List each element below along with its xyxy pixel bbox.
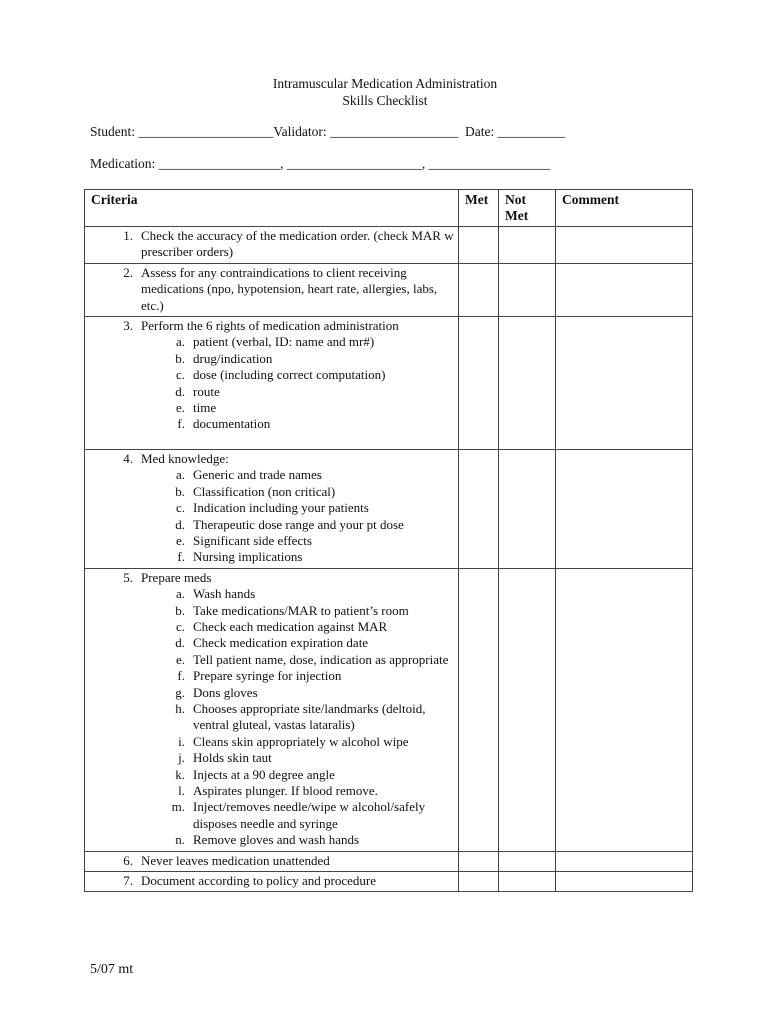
not-met-cell[interactable] xyxy=(499,227,556,264)
footer-date-code: 5/07 mt xyxy=(90,962,134,977)
sub-item xyxy=(89,668,454,684)
sub-item xyxy=(89,750,454,766)
sub-item-text: documentation xyxy=(193,416,271,432)
criteria-cell xyxy=(85,851,459,871)
sub-item xyxy=(89,734,454,750)
met-cell[interactable] xyxy=(459,851,499,871)
criteria-item xyxy=(89,853,454,869)
criteria-item xyxy=(89,265,454,314)
not-met-cell[interactable] xyxy=(499,449,556,568)
not-met-cell[interactable] xyxy=(499,317,556,450)
criteria-item xyxy=(89,228,454,261)
table-header-row xyxy=(85,190,693,227)
table-row xyxy=(85,227,693,264)
item-text: Perform the 6 rights of medication administration xyxy=(141,318,399,334)
sub-item-text: Significant side effects xyxy=(193,532,312,548)
criteria-header: Criteria xyxy=(85,190,459,227)
sub-item-text: Cleans skin appropriately w alcohol wipe xyxy=(193,733,409,749)
item-number: 2. xyxy=(123,264,133,280)
document-subtitle: Skills Checklist xyxy=(342,93,428,108)
student-validator-date-line: Student: ____________________Validator: ___________________ Date: __________ xyxy=(90,124,566,139)
sub-item-letter: b. xyxy=(175,350,185,366)
sub-item-text: Wash hands xyxy=(193,586,256,602)
criteria-cell xyxy=(85,317,459,450)
not-met-cell[interactable] xyxy=(499,568,556,851)
sub-item-letter: c. xyxy=(175,367,185,383)
item-number: 7. xyxy=(123,873,133,889)
sub-item-text: Tell patient name, dose, indication as appropriate xyxy=(193,651,449,667)
sub-item-letter: a. xyxy=(175,467,185,483)
comment-cell[interactable] xyxy=(556,568,693,851)
criteria-item xyxy=(89,873,454,889)
sub-item-letter: m. xyxy=(171,799,185,815)
sub-item-text: Holds skin taut xyxy=(193,750,272,766)
sub-item xyxy=(89,701,454,734)
document-title: Intramuscular Medication Administration xyxy=(272,76,498,91)
item-text: Assess for any contraindications to client receiving medications (npo, hypotension, heart rate, allergies, labs, etc.) xyxy=(141,264,438,313)
sub-item-text: Indication including your patients xyxy=(193,500,369,516)
comment-cell[interactable] xyxy=(556,317,693,450)
table-row xyxy=(85,317,693,450)
sub-item-letter: g. xyxy=(175,684,185,700)
sub-item-letter: a. xyxy=(175,334,185,350)
sub-item-letter: d. xyxy=(175,383,185,399)
item-text: Never leaves medication unattended xyxy=(141,852,330,868)
sub-item-text: drug/indication xyxy=(193,350,273,366)
sub-item-text: Therapeutic dose range and your pt dose xyxy=(193,516,404,532)
sub-item xyxy=(89,416,454,432)
skills-checklist-table xyxy=(84,189,693,892)
sub-item xyxy=(89,384,454,400)
criteria-cell xyxy=(85,568,459,851)
item-text: Document according to policy and procedure xyxy=(141,873,376,889)
sub-item-letter: c. xyxy=(175,500,185,516)
sub-item-letter: f. xyxy=(177,668,185,684)
met-cell[interactable] xyxy=(459,872,499,892)
table-row xyxy=(85,851,693,871)
item-text: Check the accuracy of the medication order. (check MAR w prescriber orders) xyxy=(141,228,454,260)
sub-item-text: Aspirates plunger. If blood remove. xyxy=(193,783,378,798)
table-body xyxy=(85,227,693,892)
comment-cell[interactable] xyxy=(556,851,693,871)
sub-item-letter: b. xyxy=(175,483,185,499)
sub-item-letter: a. xyxy=(175,586,185,602)
comment-cell[interactable] xyxy=(556,227,693,264)
sub-item-letter: d. xyxy=(175,635,185,651)
not-met-header: Not Met xyxy=(499,190,556,227)
sub-item-text: Chooses appropriate site/landmarks (deltoid, ventral gluteal, vastas lataralis) xyxy=(193,700,426,733)
sub-item xyxy=(89,484,454,500)
met-cell[interactable] xyxy=(459,568,499,851)
table-row xyxy=(85,449,693,568)
met-cell[interactable] xyxy=(459,227,499,264)
item-number: 1. xyxy=(123,228,133,243)
criteria-item xyxy=(89,318,454,334)
sub-item xyxy=(89,767,454,783)
sub-item-letter: i. xyxy=(178,733,185,749)
sub-item xyxy=(89,549,454,565)
sub-item-text: time xyxy=(193,400,217,416)
sub-item xyxy=(89,619,454,635)
not-met-cell[interactable] xyxy=(499,872,556,892)
sub-item-letter: k. xyxy=(175,766,185,782)
sub-item-letter: e. xyxy=(175,532,185,548)
table-row xyxy=(85,263,693,316)
not-met-cell[interactable] xyxy=(499,851,556,871)
sub-item-text: Remove gloves and wash hands xyxy=(193,832,360,848)
criteria-cell xyxy=(85,227,459,264)
sub-item xyxy=(89,783,454,799)
sub-item xyxy=(89,334,454,350)
sub-item xyxy=(89,517,454,533)
table-row xyxy=(85,872,693,892)
criteria-item xyxy=(89,570,454,586)
sub-item xyxy=(89,832,454,848)
sub-item xyxy=(89,603,454,619)
sub-item xyxy=(89,500,454,516)
sub-item xyxy=(89,367,454,383)
sub-item-letter: l. xyxy=(178,783,185,798)
comment-cell[interactable] xyxy=(556,263,693,316)
met-cell[interactable] xyxy=(459,449,499,568)
sub-item xyxy=(89,467,454,483)
item-number: 6. xyxy=(123,852,133,868)
item-text: Prepare meds xyxy=(141,569,212,585)
sub-item-text: Generic and trade names xyxy=(193,467,322,483)
sub-item-text: Classification (non critical) xyxy=(193,483,336,499)
comment-cell[interactable] xyxy=(556,449,693,568)
sub-item xyxy=(89,652,454,668)
not-met-cell[interactable] xyxy=(499,263,556,316)
sub-item-letter: j. xyxy=(178,750,185,766)
sub-item xyxy=(89,400,454,416)
medication-line: Medication: __________________, ____________________, __________________ xyxy=(90,156,551,171)
sub-item-text: Dons gloves xyxy=(193,684,258,700)
met-cell[interactable] xyxy=(459,263,499,316)
sub-item-letter: d. xyxy=(175,516,185,532)
sub-item xyxy=(89,799,454,832)
sub-item-text: Prepare syringe for injection xyxy=(193,668,342,684)
sub-item-letter: f. xyxy=(177,416,185,432)
criteria-cell xyxy=(85,872,459,892)
criteria-cell xyxy=(85,263,459,316)
item-number: 4. xyxy=(123,450,133,466)
sub-item-text: Inject/removes needle/wipe w alcohol/safely disposes needle and syringe xyxy=(193,799,426,831)
criteria-cell xyxy=(85,449,459,568)
sub-item-text: route xyxy=(193,383,220,399)
sub-item-text: Check each medication against MAR xyxy=(193,618,388,634)
met-header: Met xyxy=(459,190,499,227)
item-text: Med knowledge: xyxy=(141,450,229,466)
sub-item-text: Take medications/MAR to patient’s room xyxy=(193,602,409,618)
comment-header: Comment xyxy=(556,190,693,227)
met-cell[interactable] xyxy=(459,317,499,450)
criteria-item xyxy=(89,451,454,467)
sub-item-letter: e. xyxy=(175,651,185,667)
item-number: 3. xyxy=(123,318,133,334)
sub-item-letter: b. xyxy=(175,602,185,618)
sub-item-text: Injects at a 90 degree angle xyxy=(193,766,335,782)
comment-cell[interactable] xyxy=(556,872,693,892)
item-number: 5. xyxy=(123,569,133,585)
sub-item-letter: f. xyxy=(177,549,185,565)
sub-item xyxy=(89,586,454,602)
sub-item-letter: n. xyxy=(175,832,185,848)
table-row xyxy=(85,568,693,851)
sub-item-text: patient (verbal, ID: name and mr#) xyxy=(193,334,375,350)
sub-item-text: Nursing implications xyxy=(193,549,303,565)
sub-item xyxy=(89,635,454,651)
sub-item-letter: h. xyxy=(175,700,185,716)
sub-item xyxy=(89,351,454,367)
sub-item-letter: e. xyxy=(175,400,185,416)
sub-item xyxy=(89,685,454,701)
sub-item xyxy=(89,533,454,549)
sub-item-text: dose (including correct computation) xyxy=(193,367,386,383)
sub-item-text: Check medication expiration date xyxy=(193,635,369,651)
sub-item-letter: c. xyxy=(175,618,185,634)
